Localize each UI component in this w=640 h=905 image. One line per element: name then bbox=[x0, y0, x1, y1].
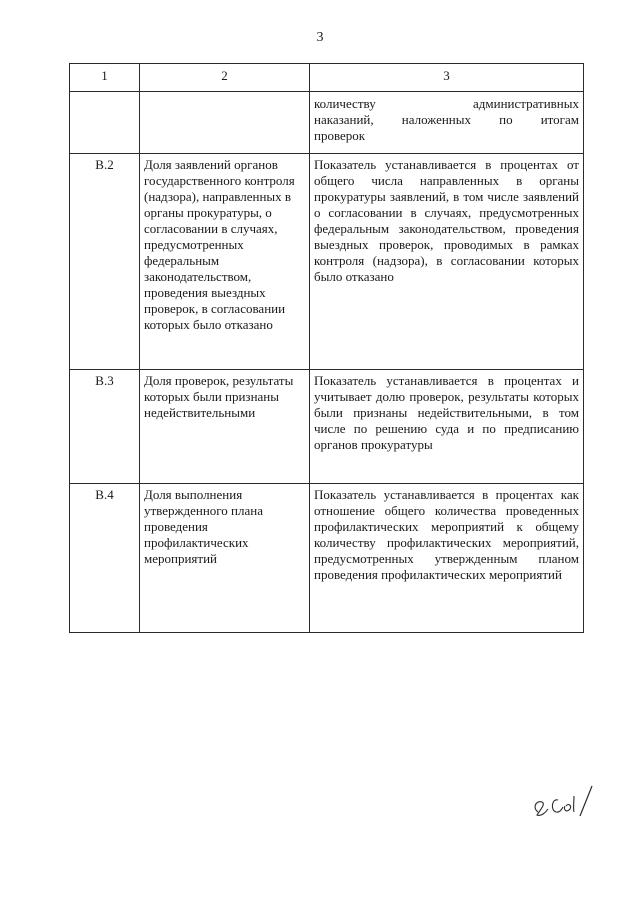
table-row-continuation bbox=[70, 92, 584, 154]
table-row bbox=[70, 370, 584, 484]
row-description: Показатель устанавливается в процентах от общего числа направленных в органы прокуратуры заявлений, в том числе заявлений о согласовании в случаях, предусмотренных федеральным законодательством, проведения выездных проверок, проводимых в рамках контроля (надзора), в согласовании которых было отказано bbox=[310, 154, 584, 370]
continuation-name-cell bbox=[140, 92, 310, 154]
row-name: Доля заявлений органов государственного контроля (надзора), направленных в органы прокуратуры, о согласовании в случаях, предусмотренных федеральным законодательством, проведения выездных проверок, в согласовании которых было отказано bbox=[140, 154, 310, 370]
row-description: Показатель устанавливается в процентах и учитывает долю проверок, результаты которых были признаны недействительными, в том числе по решению суда и по предписанию органов прокуратуры bbox=[310, 370, 584, 484]
column-header-2: 2 bbox=[140, 64, 310, 92]
row-code: В.3 bbox=[70, 370, 140, 484]
continuation-description-cell bbox=[310, 92, 584, 154]
column-header-1: 1 bbox=[70, 64, 140, 92]
column-header-3: 3 bbox=[310, 64, 584, 92]
continuation-line: наказаний, наложенных по итогам bbox=[314, 112, 579, 127]
table-row bbox=[70, 154, 584, 370]
row-code: В.2 bbox=[70, 154, 140, 370]
indicators-table bbox=[69, 63, 584, 633]
page-number: 3 bbox=[316, 30, 324, 45]
row-code: В.4 bbox=[70, 484, 140, 633]
row-name: Доля проверок, результаты которых были признаны недействительными bbox=[140, 370, 310, 484]
row-name: Доля выполнения утвержденного плана проведения профилактических мероприятий bbox=[140, 484, 310, 633]
continuation-code-cell bbox=[70, 92, 140, 154]
continuation-line: проверок bbox=[314, 128, 366, 143]
table-row bbox=[70, 484, 584, 633]
row-description: Показатель устанавливается в процентах как отношение общего количества проведенных профилактических мероприятий к общему количеству профилактических мероприятий, предусмотренных утвержденным планом проведения профилактических мероприятий bbox=[310, 484, 584, 633]
table-header-row bbox=[70, 64, 584, 92]
continuation-line: количеству административных bbox=[314, 96, 579, 111]
handwritten-signature bbox=[528, 782, 598, 822]
